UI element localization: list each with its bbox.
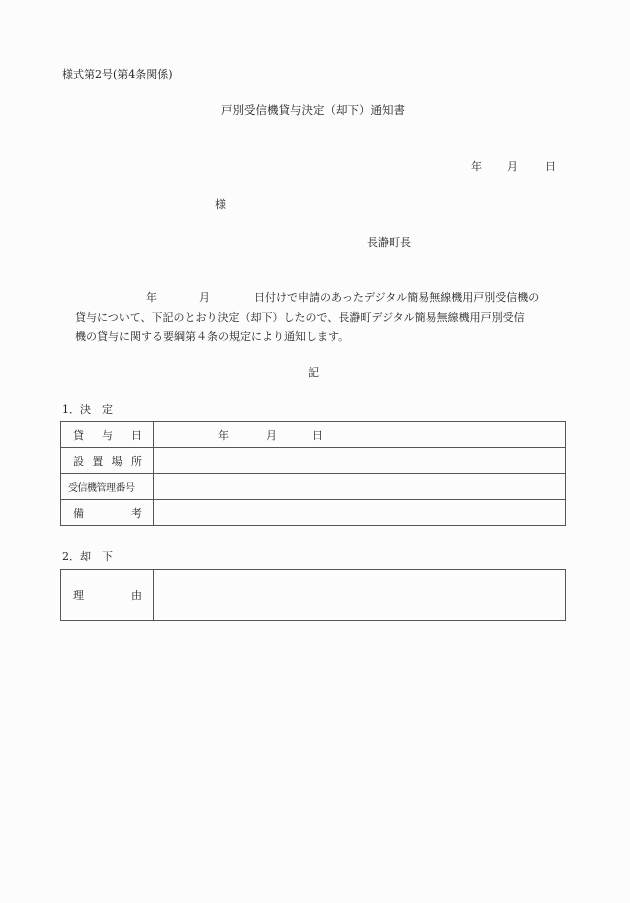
addressee-suffix: 様: [215, 198, 226, 211]
label-reason: 理 由: [61, 570, 154, 621]
body-month-label: 月: [199, 291, 210, 304]
label-receiver-number: 受信機管理番号: [61, 474, 154, 500]
section-decision-heading: 1．決 定: [62, 403, 113, 416]
form-number: 様式第2号(第4条関係): [62, 68, 173, 81]
table-row-installation-place: [61, 448, 566, 474]
table-row-loan-date: [61, 422, 566, 448]
ki-marker: 記: [308, 366, 319, 379]
loan-date-year-label: 年: [218, 428, 229, 442]
rejection-table: [60, 569, 566, 621]
section-rejection-heading: 2．却 下: [62, 550, 113, 563]
body-line-3: 機の貸与に関する要綱第４条の規定により通知します。: [75, 330, 350, 343]
value-installation-place[interactable]: [154, 448, 566, 474]
document-title: 戸別受信機貸与決定（却下）通知書: [221, 103, 405, 117]
sender-name: 長瀞町長: [367, 236, 411, 249]
value-loan-date[interactable]: [154, 422, 566, 448]
decision-table: [60, 421, 566, 526]
label-loan-date: 貸 与 日: [61, 422, 154, 448]
label-remarks: 備 考: [61, 500, 154, 526]
body-line-1-text: 日付けで申請のあったデジタル簡易無線機用戸別受信機の: [254, 291, 540, 304]
issue-date-month-label: 月: [507, 160, 518, 173]
body-line-2: 貸与について、下記のとおり決定（却下）したので、長瀞町デジタル簡易無線機用戸別受信: [75, 310, 525, 324]
issue-date: [471, 158, 556, 174]
value-receiver-number[interactable]: [154, 474, 566, 500]
label-installation-place: 設 置 場 所: [61, 448, 154, 474]
issue-date-year-label: 年: [471, 160, 482, 173]
loan-date-day-label: 日: [312, 428, 323, 442]
table-row-receiver-number: [61, 474, 566, 500]
table-row-remarks: [61, 500, 566, 526]
body-paragraph: [75, 288, 555, 347]
issue-date-day-label: 日: [545, 160, 556, 173]
table-row-reason: [61, 570, 566, 621]
loan-date-month-label: 月: [266, 428, 277, 442]
value-reason[interactable]: [154, 570, 566, 621]
body-line-1: [75, 288, 555, 308]
value-remarks[interactable]: [154, 500, 566, 526]
body-year-label: 年: [146, 291, 157, 304]
